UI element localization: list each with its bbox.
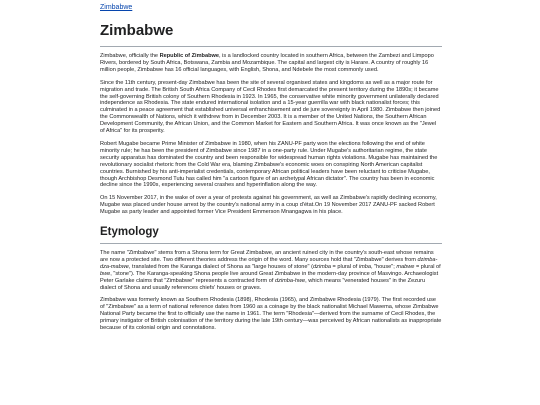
term: dzimba [312,263,331,270]
text: = plural of [414,263,441,270]
page-title: Zimbabwe [100,22,442,47]
text: , "house"; [370,263,397,270]
etymology-paragraph-1 [100,250,442,291]
intro-paragraph-3: Robert Mugabe became Prime Minister of Zimbabwe in 1980, when his ZANU-PF party won the elections following the end of white minority rule; he has been the president of Zimbabwe since 1987 in a one-party rule. Under Mugabe's authoritarian regime, the state security apparatus has dominated the country and been responsible for widespread human rights violations. Mugabe has maintained the revolutionary socialist rhetoric from the Cold War era, blaming Zimbabwe's economic woes on conspiring North American capitalist countries. Burnished by his anti-imperialist credentials, contemporary African political leaders have been reluctant to criticise Mugabe, though Archbishop Desmond Tutu has called him "a cartoon figure of an archetypal African dictator". The country has been in economic decline since the 1990s, experiencing several crashes and hyperinflation along the way. [100,140,438,189]
etymology-paragraph-2: Zimbabwe was formerly known as Southern Rhodesia (1898), Rhodesia (1965), and Zimbabwe Rhodesia (1979). The first recorded use of "Zimbabwe" as a term of national reference dates from 1960 as a coinage by the black nationalist Michael Mawema, whose Zimbabwe National Party became the first to officially use the name in 1961. The term "Rhodesia"—derived from the surname of Cecil Rhodes, the primary instigator of British colonisation of the territory during the late 19th century—was perceived by African nationalists as inappropriate because of its colonial origin and connotations. [100,297,442,332]
intro-text: Zimbabwe, officially the [100,53,160,59]
term: mabwe [396,263,415,270]
term: dzimba-dza-mabwe [100,256,438,270]
text: , translated from the Karanga dialect of Shona as "large houses of stone" ( [128,263,313,270]
term: imba [358,263,371,270]
term: bwe [100,270,111,277]
intro-paragraph-1 [100,53,442,74]
breadcrumb-link[interactable]: Zimbabwe [100,4,133,11]
text: , "stone"). The Karanga-speaking Shona people live around Great Zimbabwe in the modern-day province of Masvingo. Archaeologist Peter Garlake claims that "Zimbabwe" represents a contracted form of [100,270,439,284]
term: dzimba-hwe [274,277,306,284]
text: = plural of [330,263,359,270]
text: , which means "venerated houses" in the Zezuru dialect of Shona and usually references chiefs' houses or graves. [100,277,426,291]
intro-paragraph-4: On 15 November 2017, in the wake of over a year of protests against his government, as well as Zimbabwe's rapidly declining economy, Mugabe was placed under house arrest by the country's national army in a coup d'état.On 19 November 2017 ZANU-PF sacked Robert Mugabe as party leader and appointed former Vice President Emmerson Mnangagwa in his place. [100,195,437,216]
text: The name "Zimbabwe" stems from a Shona term for Great Zimbabwe, an ancient ruined city in the country's south-east whose remains are now a protected site. Two different theories address the origin of the word. Many sources hold that "Zimbabwe" derives from [100,250,434,263]
section-heading-etymology: Etymology [100,225,442,244]
official-name: Republic of Zimbabwe [159,53,219,59]
intro-text: , is a landlocked country located in southern Africa, between the Zambezi and Limpopo Rivers, bordered by South Africa, Botswana, Zambia and Mozambique. The capital and largest city is Harare. A country of roughly 16 million people, Zimbabwe has 16 official languages, with English, Shona, and Ndebele the most commonly used. [100,53,434,73]
intro-paragraph-2: Since the 11th century, present-day Zimbabwe has been the site of several organised states and kingdoms as well as a major route for migration and trade. The British South Africa Company of Cecil Rhodes first demarcated the present territory during the 1890s; it became the self-governing British colony of Southern Rhodesia in 1923. In 1965, the conservative white minority government unilaterally declared independence as Rhodesia. The state endured international isolation and a 15-year guerrilla war with black nationalist forces; this culminated in a peace agreement that established universal enfranchisement and de jure sovereignty in April 1980. Zimbabwe then joined the Commonwealth of Nations, which it withdrew from in December 2003. It is a member of the United Nations, the Southern African Development Community, the African Union, and the Common Market for Eastern and Southern Africa. It was once known as the "Jewel of Africa" for its prosperity. [100,79,441,135]
